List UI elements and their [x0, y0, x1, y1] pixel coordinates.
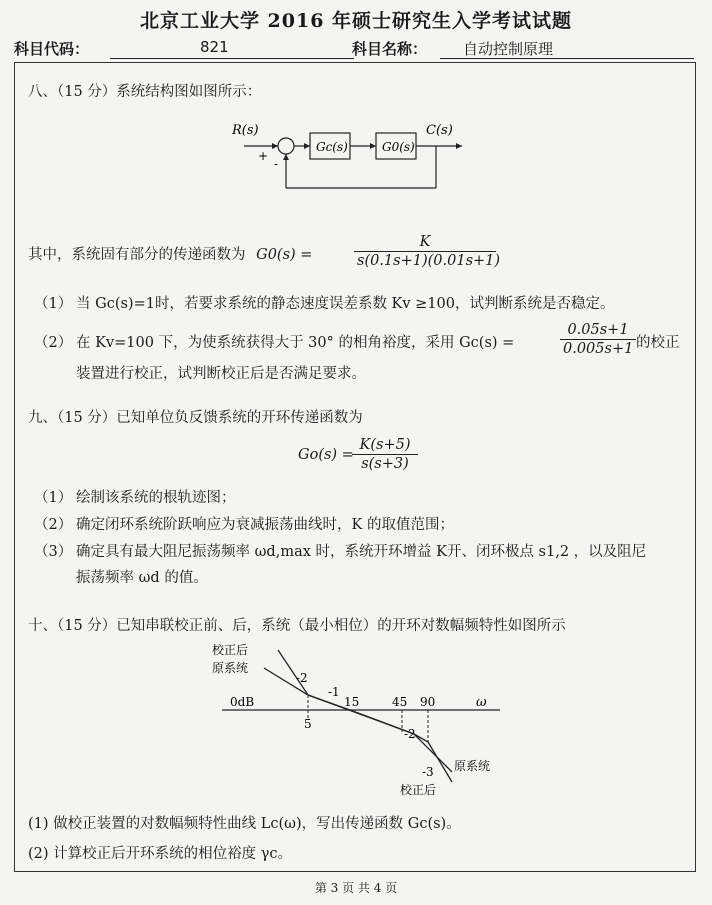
- slope-m2b: -2: [404, 727, 416, 741]
- g0-fraction: $\frac{K}{s(0.1s+1)(0.01s+1)}$: [354, 233, 496, 270]
- block-diagram: [230, 118, 470, 200]
- label-orig-top: 原系统: [212, 661, 249, 675]
- exam-title: 北京工业大学 2016 年硕士研究生入学考试试题: [139, 10, 573, 32]
- corrected-curve: [278, 650, 452, 782]
- omega-label: ω: [476, 695, 487, 710]
- page-footer: 第 3 页 共 4 页: [314, 881, 398, 895]
- original-curve: [264, 668, 452, 772]
- subject-name-label: 科目名称：: [352, 40, 428, 58]
- q8-part2-num: （2）: [34, 335, 73, 351]
- q10-heading: 十、（15 分）已知串联校正前、后，系统（最小相位）的开环对数幅频特性如图所示: [28, 618, 566, 634]
- bode-plot: [200, 640, 520, 810]
- output-label: C(s): [426, 123, 453, 138]
- summing-junction: [278, 138, 294, 154]
- freq-15: 15: [344, 695, 360, 709]
- label-after-top: 校正后: [212, 643, 249, 657]
- q9-heading: 九、（15 分）已知单位负反馈系统的开环传递函数为: [28, 410, 363, 426]
- q10-part1: (1) 做校正装置的对数幅频特性曲线 Lc(ω)，写出传递函数 Gc(s)。: [28, 816, 461, 832]
- freq-90: 90: [420, 695, 436, 709]
- q8-part2-tail: 的校正: [636, 335, 680, 351]
- slope-m3: -3: [422, 765, 434, 779]
- plus-sign: +: [258, 149, 269, 163]
- slope-m1: -1: [328, 685, 340, 699]
- go-lhs: Go(s) =: [298, 447, 354, 463]
- svg-text:Gc(s): Gc(s): [316, 140, 348, 154]
- subject-code-value: 821: [200, 38, 229, 56]
- minus-sign: -: [274, 157, 279, 171]
- label-after-bottom: 校正后: [400, 783, 437, 797]
- q9-part1-text: 绘制该系统的根轨迹图；: [76, 490, 236, 506]
- q9-part2-num: （2）: [34, 517, 73, 533]
- q10-part2: (2) 计算校正后开环系统的相位裕度 γc。: [28, 846, 293, 862]
- go-fraction: $\frac{K(s+5)}{s(s+3)}$: [352, 436, 418, 473]
- input-label: R(s): [232, 123, 259, 138]
- subject-code-label: 科目代码：: [14, 40, 90, 58]
- q8-part1-text: 当 Gc(s)=1时，若要求系统的静态速度误差系数 Kv ≥100，试判断系统是否稳定。: [76, 296, 615, 312]
- q9-part3-text: 确定具有最大阻尼振荡频率 ωd,max 时，系统开环增益 K开、闭环极点 s1,2 ，以及阻尼: [76, 544, 647, 560]
- q8-part1-num: （1）: [34, 296, 73, 312]
- slope-m2: -2: [296, 671, 308, 685]
- gc-fraction: $\frac{0.05s+1}{0.005s+1}$: [560, 321, 636, 358]
- q9-part2-text: 确定闭环系统阶跃响应为衰减振荡曲线时，K 的取值范围；: [76, 517, 454, 533]
- code-underline: [110, 58, 354, 59]
- svg-text:G0(s): G0(s): [382, 140, 415, 154]
- label-orig-bottom: 原系统: [454, 759, 491, 773]
- q8-intro: 其中，系统固有部分的传递函数为 G0(s) =: [28, 247, 313, 263]
- q8-heading: 八、（15 分）系统结构图如图所示：: [28, 84, 262, 100]
- q9-part3-num: （3）: [34, 544, 73, 560]
- q9-part1-num: （1）: [34, 490, 73, 506]
- name-underline: [440, 58, 694, 59]
- q9-part3-cont: 振荡频率 ωd 的值。: [76, 570, 208, 586]
- q8-part2-cont: 装置进行校正，试判断校正后是否满足要求。: [76, 366, 366, 382]
- zero-db-label: 0dB: [230, 695, 255, 709]
- q8-part2-text: 在 Kv=100 下，为使系统获得大于 30° 的相角裕度，采用 Gc(s) =: [76, 335, 515, 351]
- subject-name-value: 自动控制原理: [463, 40, 554, 58]
- freq-5: 5: [304, 717, 312, 731]
- freq-45: 45: [392, 695, 408, 709]
